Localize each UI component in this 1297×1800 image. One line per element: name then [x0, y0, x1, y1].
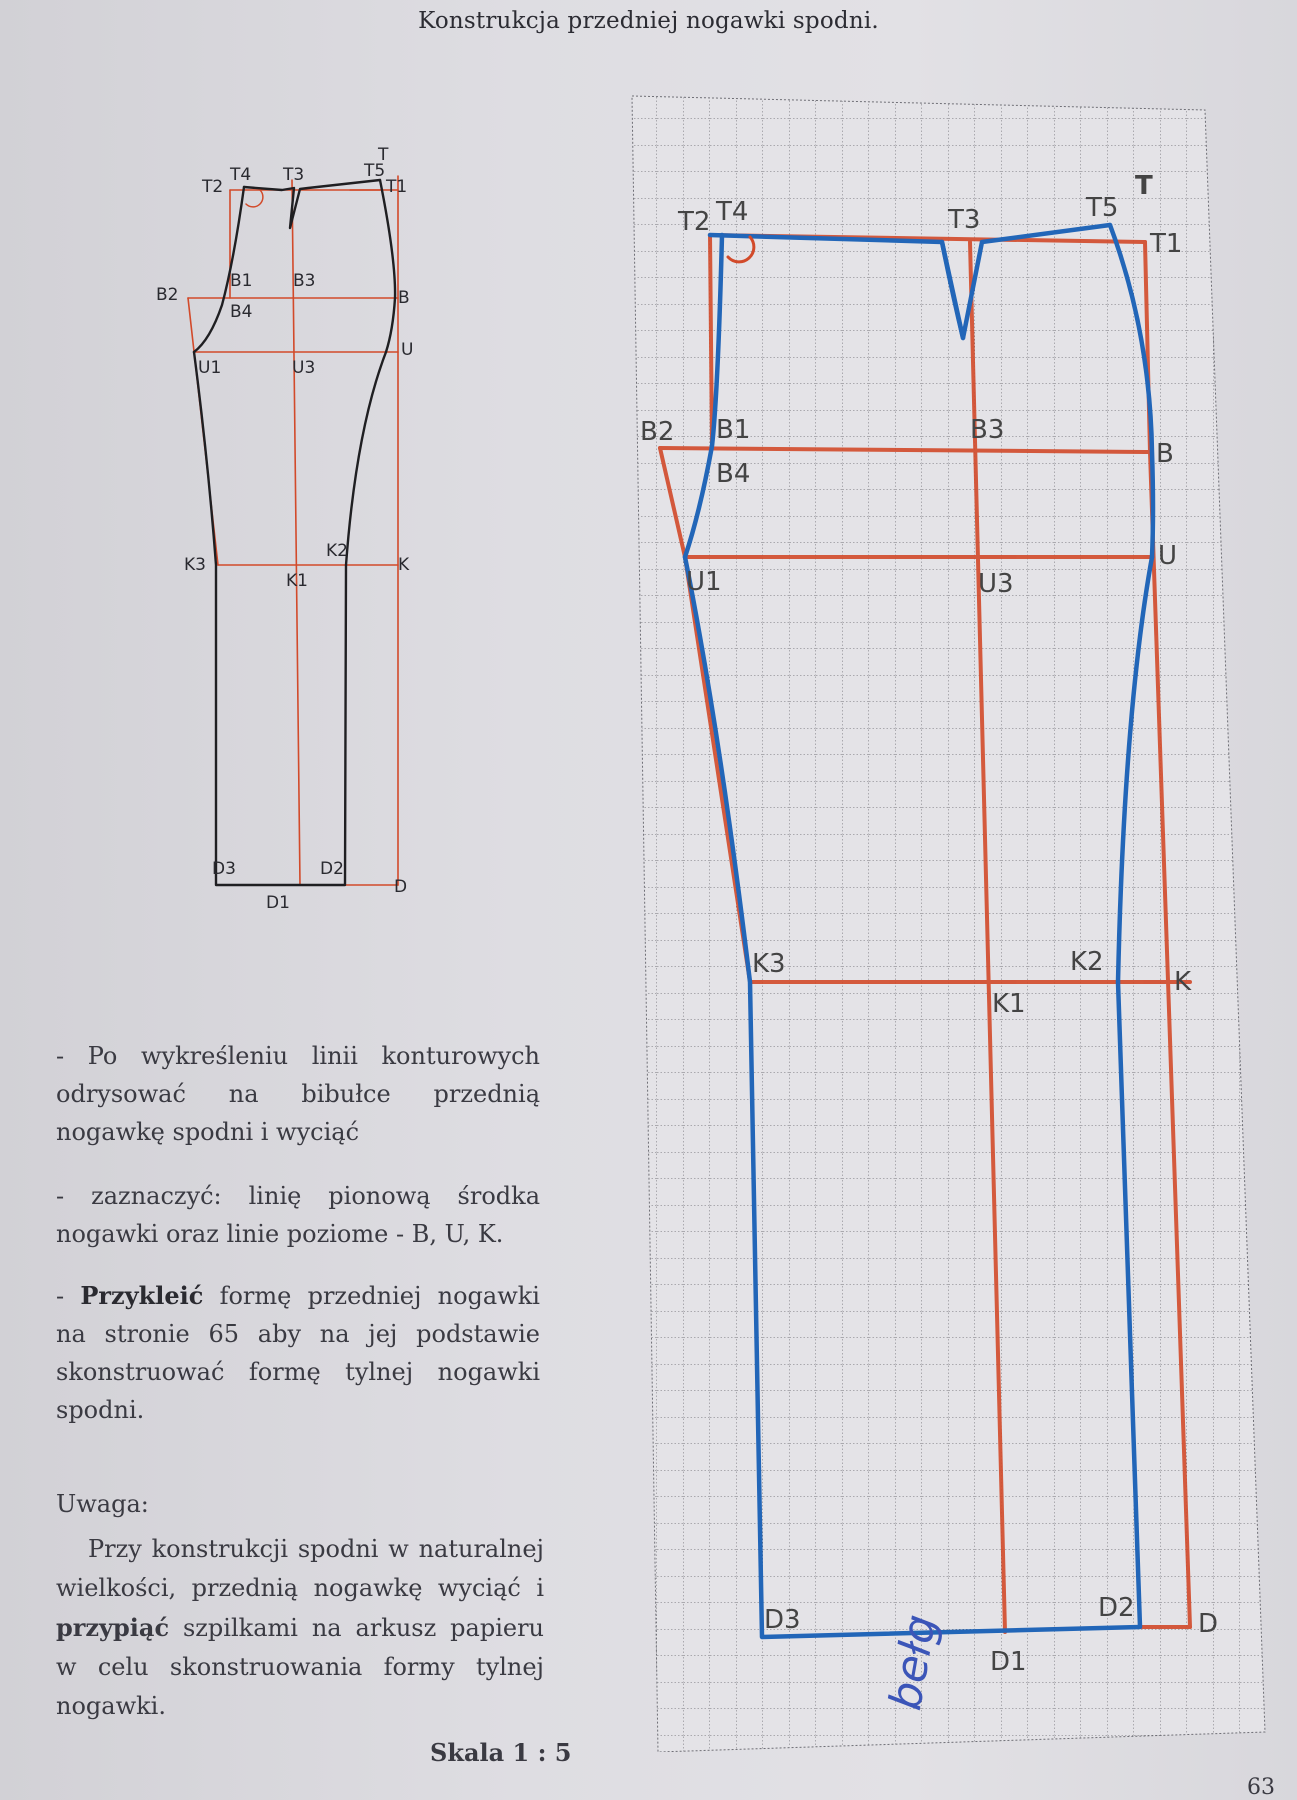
big-label-T2: T2 [678, 207, 711, 237]
big-label-T4: T4 [716, 197, 749, 227]
big-label-D1: D1 [990, 1647, 1027, 1677]
big-label-K1: K1 [992, 989, 1026, 1019]
big-label-T1: T1 [1150, 229, 1183, 259]
instruction-3-bold: Przykleić [80, 1281, 204, 1310]
small-label-D2: D2 [320, 859, 344, 879]
small-label-B2: B2 [156, 285, 179, 305]
big-label-U: U [1158, 541, 1178, 571]
big-label-T5: T5 [1086, 193, 1119, 223]
small-label-K3: K3 [184, 555, 206, 575]
note-body [56, 1530, 544, 1726]
big-label-K3: K3 [752, 949, 786, 979]
big-label-D3: D3 [764, 1605, 801, 1635]
small-label-D: D [394, 877, 408, 897]
small-label-D1: D1 [266, 893, 290, 913]
note-text-2: szpilkami na arkusz papieru w celu skonstruowania formy tylnej nogawki. [56, 1614, 544, 1720]
note-text-1: Przy konstrukcji spodni w naturalnej wielkości, przednią nogawkę wyciąć i [56, 1535, 544, 1602]
instruction-3-prefix: - [56, 1282, 81, 1310]
instruction-3-rest: formę przedniej nogawki na stronie 65 aby na jej podstawie skonstruować formę tylnej nogawki spodni. [56, 1282, 540, 1424]
big-label-B3: B3 [970, 415, 1005, 445]
big-label-D2: D2 [1098, 1593, 1135, 1623]
handwritten-signature: bełg [880, 1610, 947, 1714]
big-label-T: T [1135, 171, 1153, 201]
big-label-B: B [1156, 439, 1174, 469]
small-label-T2: T2 [202, 177, 224, 197]
big-label-U3: U3 [978, 569, 1014, 599]
small-label-B1: B1 [230, 271, 253, 291]
small-label-T5: T5 [364, 161, 386, 181]
big-label-T3: T3 [948, 205, 981, 235]
small-label-T4: T4 [230, 165, 252, 185]
page-title: Konstrukcja przedniej nogawki spodni. [418, 8, 879, 34]
big-label-K2: K2 [1070, 947, 1104, 977]
small-label-K2: K2 [326, 541, 348, 561]
small-label-U1: U1 [198, 358, 222, 378]
note-title: Uwaga: [56, 1490, 149, 1518]
small-label-B4: B4 [230, 302, 253, 322]
small-label-B3: B3 [293, 271, 316, 291]
small-label-K: K [398, 555, 410, 575]
big-label-K: K [1174, 967, 1192, 997]
big-pattern-drawing [630, 92, 1270, 1752]
small-pattern-drawing [150, 140, 450, 930]
big-label-B2: B2 [640, 417, 675, 447]
small-label-K1: K1 [286, 571, 308, 591]
small-label-B: B [398, 288, 410, 308]
small-label-U3: U3 [292, 358, 316, 378]
instruction-2: - zaznaczyć: linię pionową środka nogawki oraz linie poziome - B, U, K. [56, 1182, 540, 1248]
small-label-U: U [401, 340, 414, 360]
note-bold: przypiąć [56, 1613, 170, 1642]
small-label-T: T [378, 145, 389, 165]
big-label-B1: B1 [716, 415, 751, 445]
small-label-T1: T1 [386, 177, 408, 197]
big-label-D: D [1198, 1609, 1219, 1639]
scale-label: Skala 1 : 5 [430, 1738, 572, 1767]
big-label-U1: U1 [686, 567, 722, 597]
small-label-D3: D3 [212, 859, 236, 879]
big-label-B4: B4 [716, 459, 751, 489]
instruction-1: - Po wykreśleniu linii konturowych odrysować na bibułce przednią nogawkę spodni i wyciąć [56, 1042, 540, 1146]
page-number: 63 [1247, 1775, 1275, 1800]
small-label-T3: T3 [283, 165, 305, 185]
instruction-3 [56, 1277, 540, 1429]
